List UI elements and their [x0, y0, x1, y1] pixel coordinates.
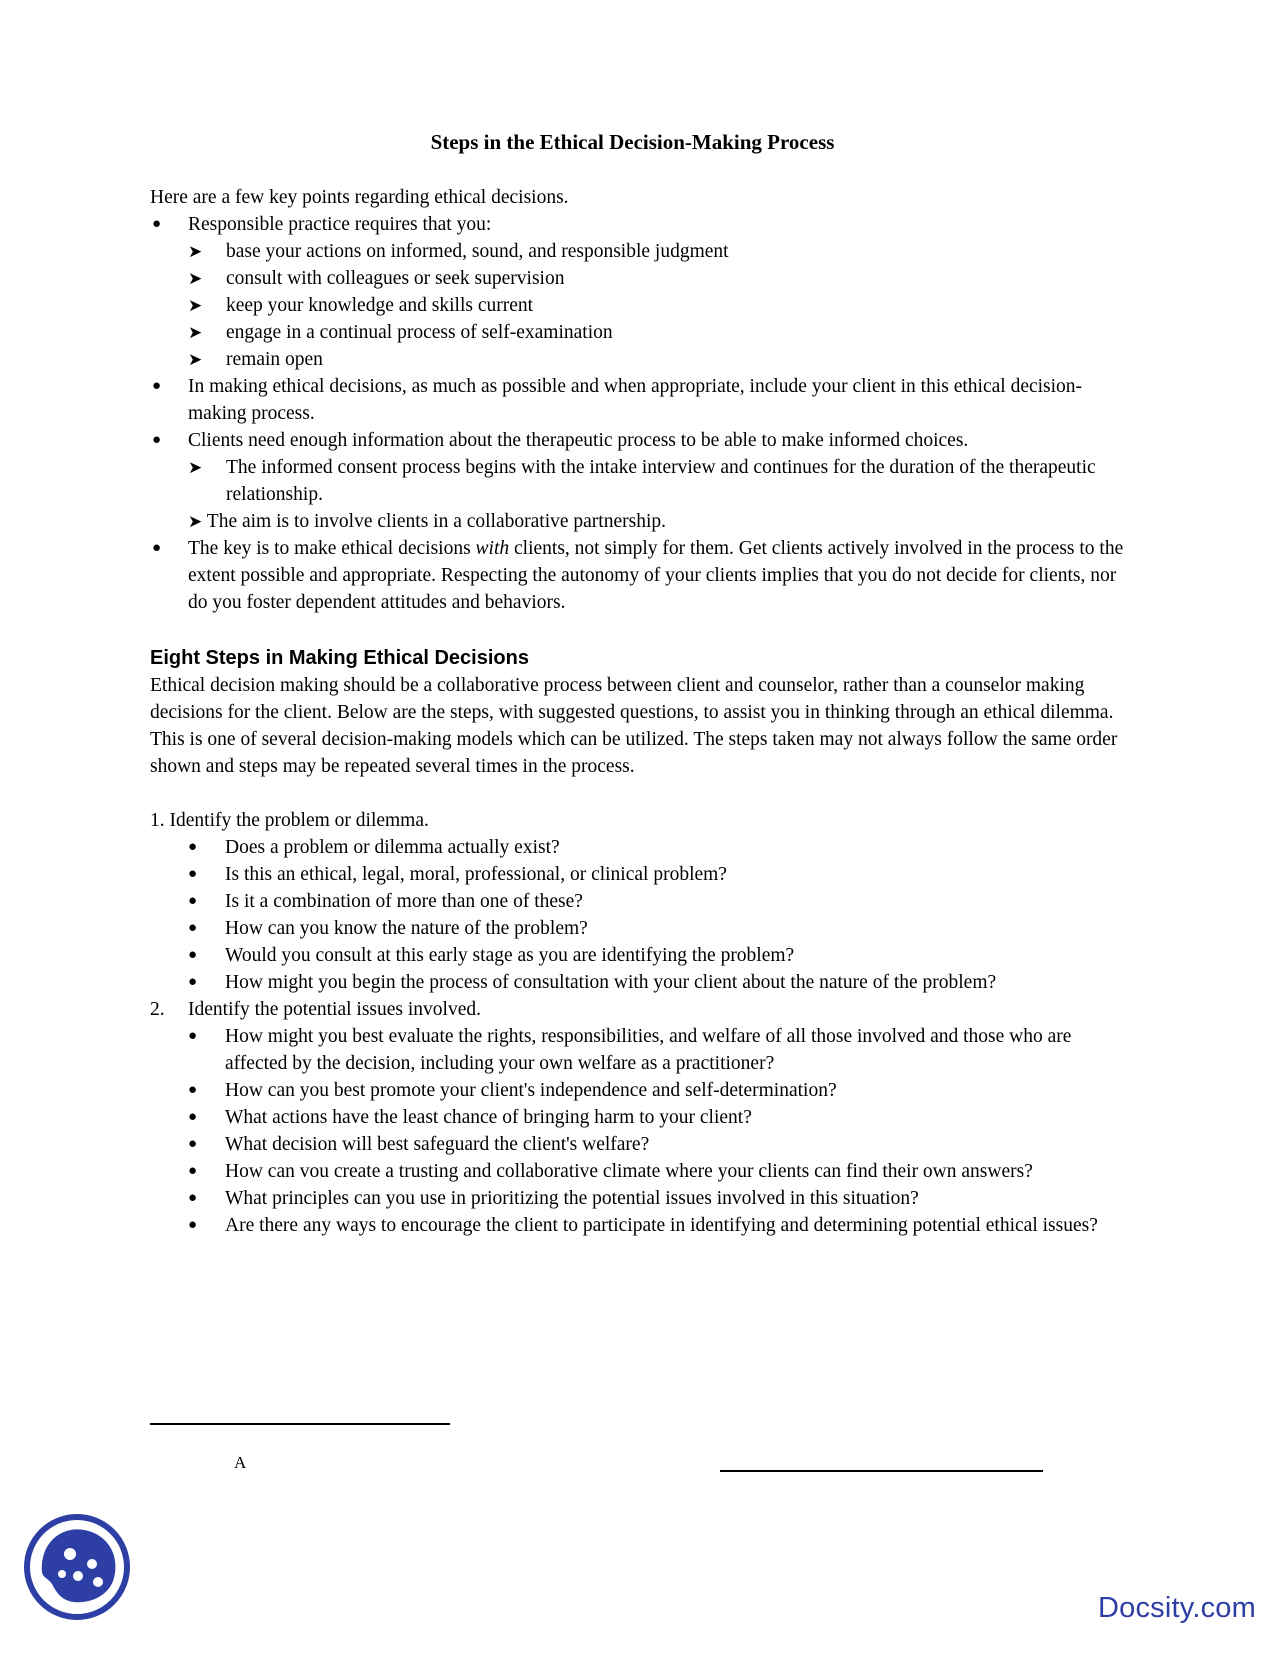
section-heading: Eight Steps in Making Ethical Decisions — [150, 647, 529, 669]
bullet-icon: ● — [188, 947, 198, 963]
list-item: ➤ base your actions on informed, sound, and responsible judgment — [188, 238, 1135, 265]
arrow-icon: ➤ — [188, 458, 203, 477]
list-item: ➤ The aim is to involve clients in a collaborative partnership. — [188, 511, 666, 532]
list-item: ● In making ethical decisions, as much as possible and when appropriate, include your client in this ethical decision-making process. — [150, 373, 1135, 427]
bullet-icon: ● — [188, 1082, 198, 1098]
arrow-icon: ➤ — [188, 350, 203, 369]
bullet-icon: ● — [188, 1136, 198, 1152]
list-item: ➤ consult with colleagues or seek supervision — [188, 265, 1135, 292]
sub-list — [188, 238, 1135, 373]
step-1-questions — [150, 834, 1135, 996]
list-item: ● Would you consult at this early stage as you are identifying the problem? — [150, 942, 1135, 969]
arrow-icon: ➤ — [188, 512, 203, 531]
list-item: ● Is it a combination of more than one of these? — [150, 888, 1135, 915]
bullet-icon: ● — [188, 839, 198, 855]
list-item: ● How can vou create a trusting and collaborative climate where your clients can find their own answers? — [150, 1158, 1135, 1185]
sub-list — [188, 454, 1135, 535]
list-item: ● How can you know the nature of the problem? — [150, 915, 1135, 942]
arrow-icon: ➤ — [188, 296, 203, 315]
arrow-icon: ➤ — [188, 242, 203, 261]
step-heading: 2. Identify the potential issues involved. — [150, 999, 481, 1020]
list-item: ● Responsible practice requires that you: ➤ base your actions on informed, sound, and responsible judgment ➤ consult with colleagues or seek supervision ➤ keep your knowledge and skills current ➤ engage in a continual process of self-examination ➤ remain open — [150, 211, 1135, 373]
bullet-icon: ● — [188, 920, 198, 936]
list-item: ➤ engage in a continual process of self-examination — [188, 319, 1135, 346]
bullet-icon: ● — [188, 1190, 198, 1206]
arrow-icon: ➤ — [188, 269, 203, 288]
list-item: ➤ The informed consent process begins with the intake interview and continues for the duration of the therapeutic relationship. — [188, 454, 1135, 508]
bullet-icon: ● — [152, 378, 162, 394]
step-heading: 1. Identify the problem or dilemma. — [150, 810, 429, 831]
footnote-divider — [150, 1423, 450, 1425]
list-item: ● How can you best promote your client's independence and self-determination? — [150, 1077, 1135, 1104]
list-item: ● Clients need enough information about the therapeutic process to be able to make informed choices. ➤ The informed consent process begins with the intake interview and continues for the duration of the therapeutic relationship. ➤ The aim is to involve clients in a collaborative partnership. — [150, 427, 1135, 535]
bullet-icon: ● — [188, 1109, 198, 1125]
bullet-icon: ● — [152, 216, 162, 232]
docsity-logo-icon — [22, 1512, 132, 1622]
list-item: ● Is this an ethical, legal, moral, professional, or clinical problem? — [150, 861, 1135, 888]
list-item: ● How might you begin the process of consultation with your client about the nature of the problem? — [150, 969, 1135, 996]
list-item: ● What actions have the least chance of bringing harm to your client? — [150, 1104, 1135, 1131]
bullet-icon: ● — [188, 974, 198, 990]
bullet-icon: ● — [188, 893, 198, 909]
bullet-icon: ● — [188, 866, 198, 882]
list-item: ● How might you best evaluate the rights, responsibilities, and welfare of all those involved and those who are affected by the decision, including your own welfare as a practitioner? — [150, 1023, 1135, 1077]
list-item: ➤ keep your knowledge and skills current — [188, 292, 1135, 319]
bullet-icon: ● — [188, 1217, 198, 1233]
footnote-marker: A — [234, 1453, 247, 1472]
docsity-brand-link[interactable]: Docsity.com — [1098, 1592, 1256, 1624]
bullet-icon: ● — [152, 432, 162, 448]
key-points-list — [150, 211, 1135, 616]
list-item: ● Does a problem or dilemma actually exist? — [150, 834, 1135, 861]
list-item: ● What decision will best safeguard the client's welfare? — [150, 1131, 1135, 1158]
bullet-icon: ● — [188, 1028, 198, 1044]
step-2-questions — [150, 1023, 1135, 1239]
intro-text: Here are a few key points regarding ethical decisions. — [150, 187, 569, 208]
list-item: ● Are there any ways to encourage the client to participate in identifying and determining potential ethical issues? — [150, 1212, 1135, 1239]
list-item: ● The key is to make ethical decisions with clients, not simply for them. Get clients actively involved in the process to the extent possible and appropriate. Respecting the autonomy of your clients implies that you do not decide for clients, nor do you foster dependent attitudes and behaviors. — [150, 535, 1135, 616]
bullet-icon: ● — [188, 1163, 198, 1179]
list-item: ● What principles can you use in prioritizing the potential issues involved in this situation? — [150, 1185, 1135, 1212]
list-item: ➤ remain open — [188, 346, 1135, 373]
page-title: Steps in the Ethical Decision-Making Process — [430, 130, 835, 154]
section-body: Ethical decision making should be a collaborative process between client and counselor, rather than a counselor making decisions for the client. Below are the steps, with suggested questions, to assist you in thinking through an ethical dilemma. This is one of several decision-making models which can be utilized. The steps taken may not always follow the same order shown and steps may be repeated several times in the process. — [150, 675, 1118, 777]
signature-line — [720, 1470, 1043, 1472]
document-body — [150, 184, 1135, 1239]
bullet-icon: ● — [152, 540, 162, 556]
arrow-icon: ➤ — [188, 323, 203, 342]
